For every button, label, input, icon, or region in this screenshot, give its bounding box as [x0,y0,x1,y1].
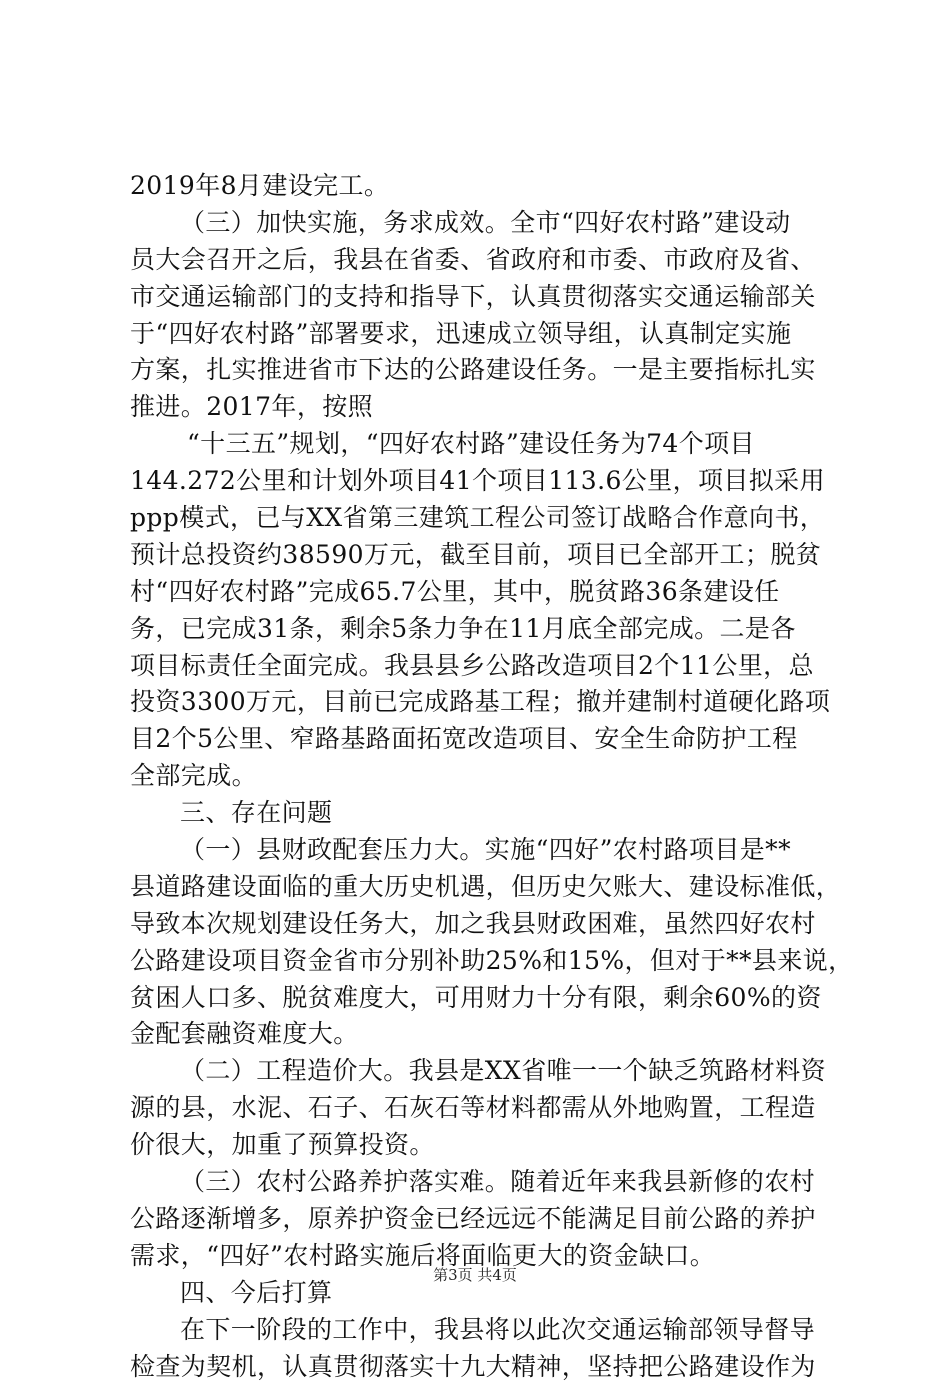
text-line: （三）农村公路养护落实难。随着近年来我县新修的农村 [130,1164,830,1201]
section-heading: 四、今后打算 [130,1275,830,1312]
text-line: 员大会召开之后，我县在省委、省政府和市委、市政府及省、 [130,242,830,279]
section-heading: 三、存在问题 [130,795,830,832]
text-line: 投资3300万元，目前已完成路基工程；撤并建制村道硬化路项 [130,684,830,721]
text-line: 预计总投资约38590万元，截至目前，项目已全部开工；脱贫 [130,537,830,574]
document-body [130,168,830,1385]
page-number-footer: 第3页 共4页 [0,1265,950,1285]
text-line: 检查为契机，认真贯彻落实十九大精神，坚持把公路建设作为 [130,1349,830,1385]
text-line: 2019年8月建设完工。 [130,168,830,205]
text-line: 村“四好农村路”完成65.7公里，其中，脱贫路36条建设任 [130,574,830,611]
text-line: 县道路建设面临的重大历史机遇，但历史欠账大、建设标准低， [130,869,830,906]
text-line: （一）县财政配套压力大。实施“四好”农村路项目是** [130,832,830,869]
text-line: 项目标责任全面完成。我县县乡公路改造项目2个11公里，总 [130,648,830,685]
text-line: 务，已完成31条，剩余5条力争在11月底全部完成。二是各 [130,611,830,648]
text-line: 市交通运输部门的支持和指导下，认真贯彻落实交通运输部关 [130,279,830,316]
text-line: 价很大，加重了预算投资。 [130,1127,830,1164]
text-line: 在下一阶段的工作中，我县将以此次交通运输部领导督导 [130,1312,830,1349]
text-line: 导致本次规划建设任务大，加之我县财政困难，虽然四好农村 [130,906,830,943]
text-line: 需求，“四好”农村路实施后将面临更大的资金缺口。 [130,1238,830,1275]
text-line: “十三五”规划，“四好农村路”建设任务为74个项目 [130,426,830,463]
text-line: 目2个5公里、窄路基路面拓宽改造项目、安全生命防护工程 [130,721,830,758]
text-line: 推进。2017年，按照 [130,389,830,426]
text-line: 源的县，水泥、石子、石灰石等材料都需从外地购置，工程造 [130,1090,830,1127]
text-line: 方案，扎实推进省市下达的公路建设任务。一是主要指标扎实 [130,352,830,389]
text-line: 金配套融资难度大。 [130,1016,830,1053]
text-line: 公路建设项目资金省市分别补助25%和15%，但对于**县来说， [130,943,830,980]
text-line: ppp模式，已与XX省第三建筑工程公司签订战略合作意向书， [130,500,830,537]
text-line: 全部完成。 [130,758,830,795]
text-line: 公路逐渐增多，原养护资金已经远远不能满足目前公路的养护 [130,1201,830,1238]
text-line: （二）工程造价大。我县是XX省唯一一个缺乏筑路材料资 [130,1053,830,1090]
text-line: （三）加快实施，务求成效。全市“四好农村路”建设动 [130,205,830,242]
text-line: 贫困人口多、脱贫难度大，可用财力十分有限，剩余60%的资 [130,980,830,1017]
text-line: 于“四好农村路”部署要求，迅速成立领导组，认真制定实施 [130,316,830,353]
text-line: 144.272公里和计划外项目41个项目113.6公里，项目拟采用 [130,463,830,500]
